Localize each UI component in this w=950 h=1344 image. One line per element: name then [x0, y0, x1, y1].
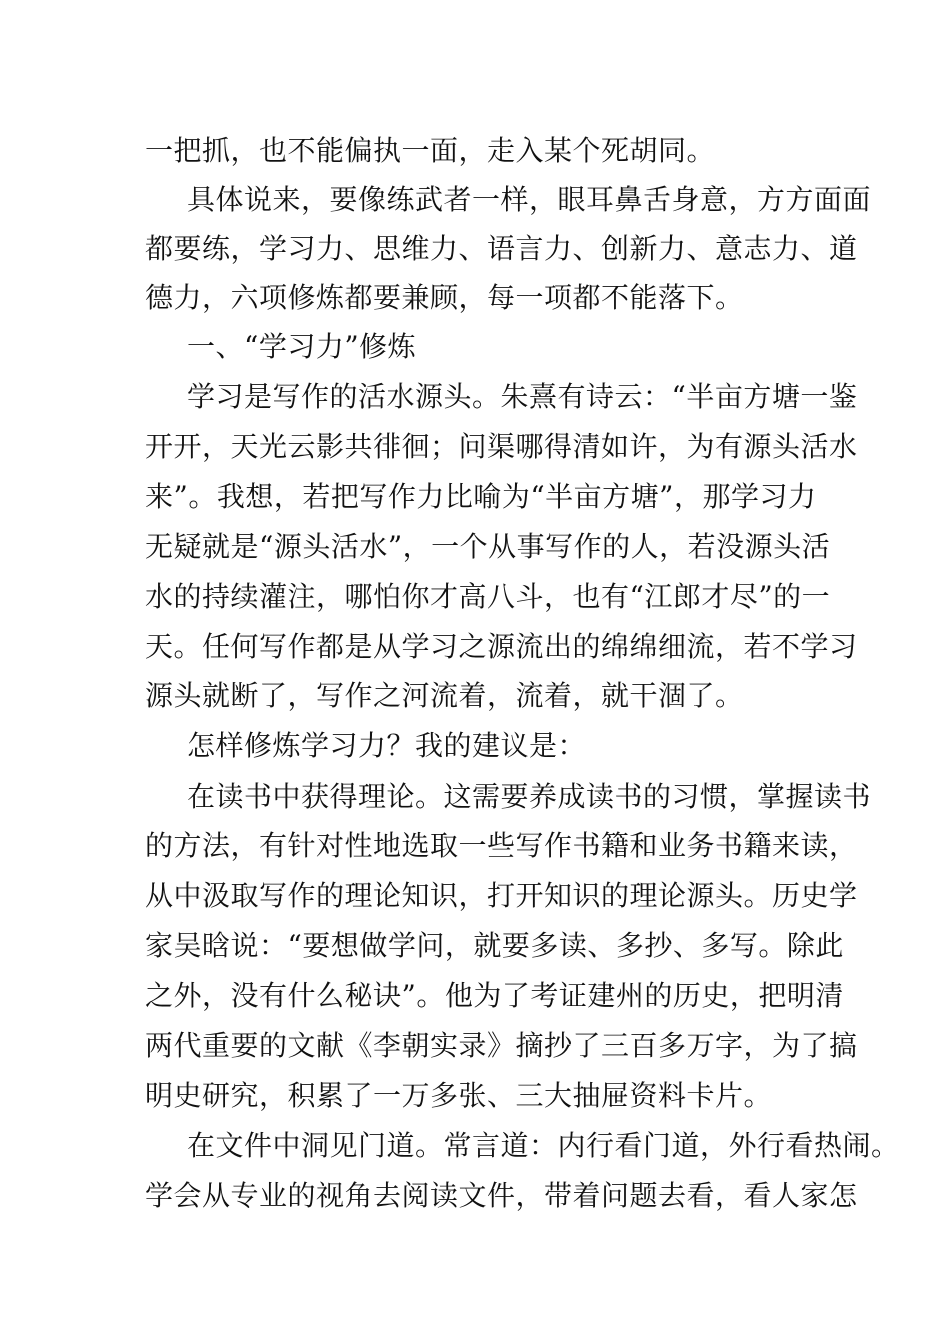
text-line-18: 之外，没有什么秘诀”。他为了考证建州的历史，把明清	[145, 979, 844, 1012]
text-line-12: 源头就断了，写作之河流着，流着，就干涸了。	[145, 679, 744, 712]
section-heading: 一、“学习力”修炼	[187, 330, 417, 363]
text-line-19: 两代重要的文献《李朝实录》摘抄了三百多万字，为了搞	[145, 1029, 858, 1062]
text-line-17: 家吴晗说：“要想做学问，就要多读、多抄、多写。除此	[145, 929, 844, 962]
text-line-13: 怎样修炼学习力？我的建议是：	[187, 729, 587, 762]
text-line-3: 都要练，学习力、思维力、语言力、创新力、意志力、道	[145, 232, 858, 265]
text-line-2: 具体说来，要像练武者一样，眼耳鼻舌身意，方方面面	[187, 183, 872, 216]
text-line-7: 开开，天光云影共徘徊；问渠哪得清如许，为有源头活水	[145, 430, 858, 463]
text-line-6: 学习是写作的活水源头。朱熹有诗云：“半亩方塘一鉴	[187, 380, 858, 413]
text-line-15: 的方法，有针对性地选取一些写作书籍和业务书籍来读，	[145, 829, 858, 862]
text-line-20: 明史研究，积累了一万多张、三大抽屉资料卡片。	[145, 1079, 773, 1112]
text-line-22: 学会从专业的视角去阅读文件，带着问题去看，看人家怎	[145, 1179, 858, 1212]
text-line-8: 来”。我想，若把写作力比喻为“半亩方塘”，那学习力	[145, 480, 817, 513]
text-line-14: 在读书中获得理论。这需要养成读书的习惯，掌握读书	[187, 780, 872, 813]
text-line-10: 水的持续灌注，哪怕你才高八斗，也有“江郎才尽”的一	[145, 580, 831, 613]
text-line-1: 一把抓，也不能偏执一面，走入某个死胡同。	[145, 134, 716, 167]
text-line-21: 在文件中洞见门道。常言道：内行看门道，外行看热闹。	[187, 1129, 900, 1162]
text-line-11: 天。任何写作都是从学习之源流出的绵绵细流，若不学习	[145, 630, 858, 663]
text-line-16: 从中汲取写作的理论知识，打开知识的理论源头。历史学	[145, 879, 858, 912]
text-line-9: 无疑就是“源头活水”，一个从事写作的人，若没源头活	[145, 530, 831, 563]
text-line-4: 德力，六项修炼都要兼顾，每一项都不能落下。	[145, 281, 744, 314]
